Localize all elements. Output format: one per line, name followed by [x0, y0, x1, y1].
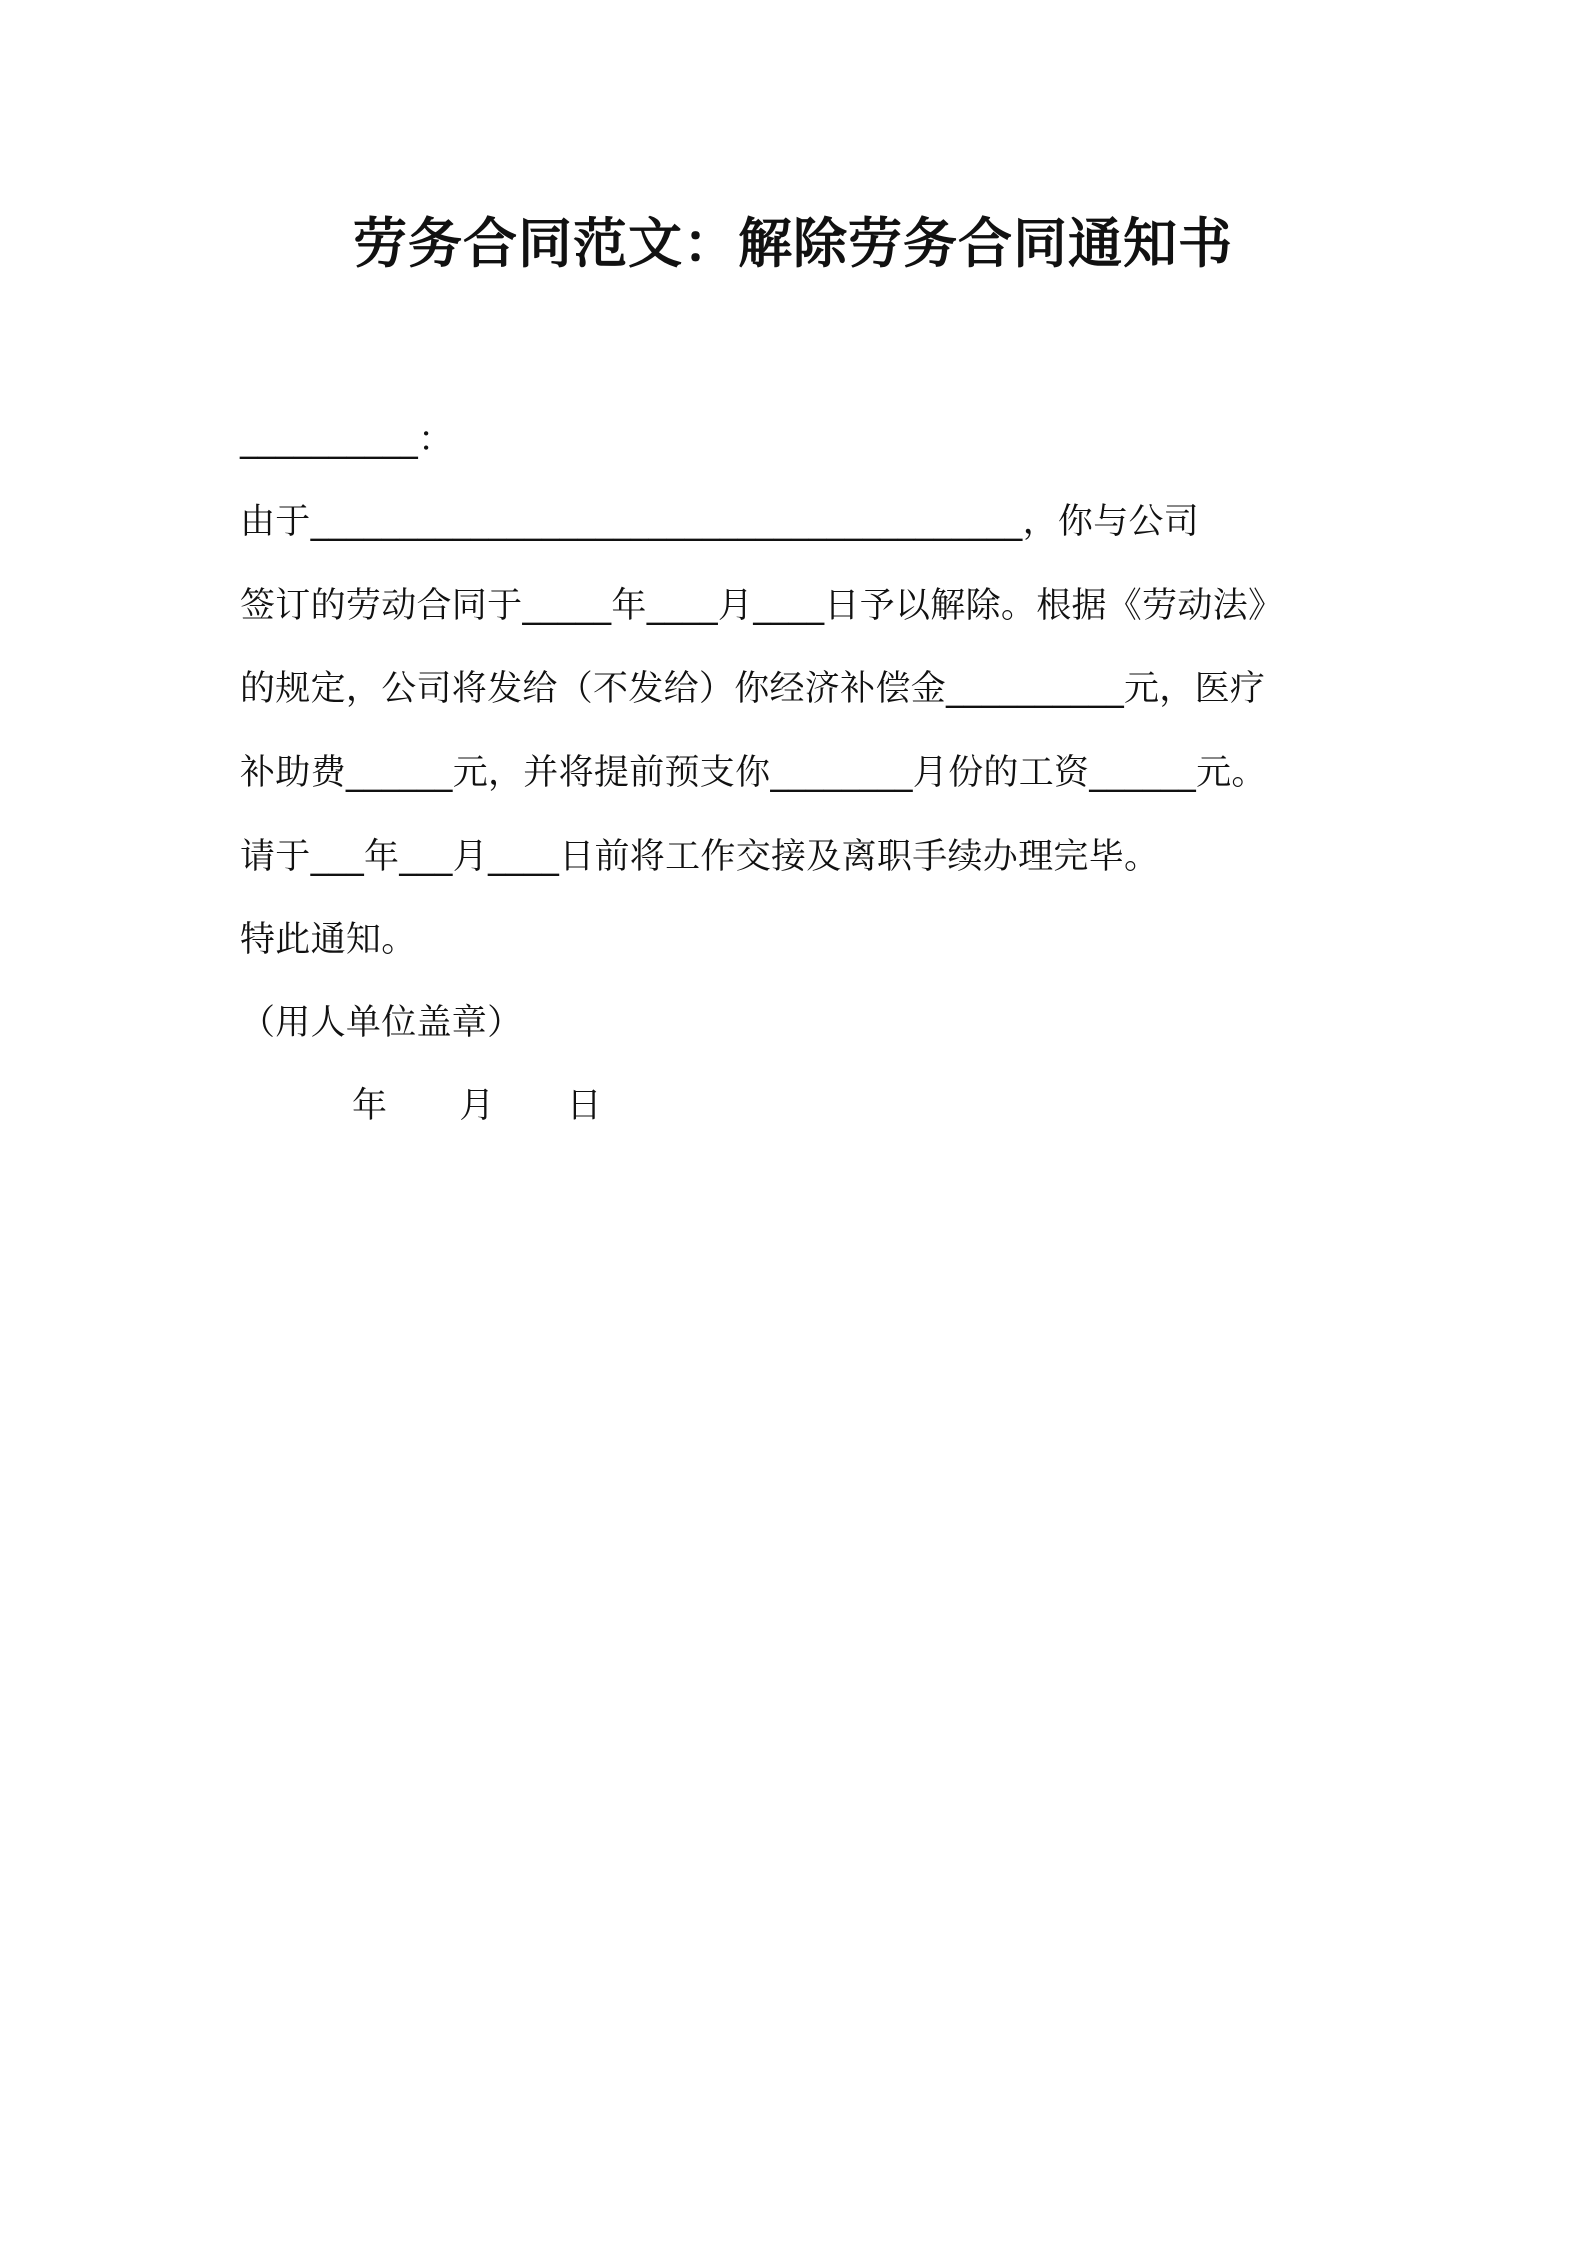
body-line-1: 由于________________________________________，你与公司 [240, 502, 1200, 542]
body-line-3: 的规定，公司将发给（不发给）你经济补偿金__________元，医疗 [240, 669, 1266, 709]
seal-note: （用人单位盖章） [240, 1003, 523, 1043]
salutation-line: __________： [240, 420, 454, 460]
body-line-2: 签订的劳动合同于_____年____月____日予以解除。根据《劳动法》 [240, 586, 1284, 626]
body-line-5: 请于___年___月____日前将工作交接及离职手续办理完毕。 [240, 837, 1160, 877]
document-title: 劳务合同范文：解除劳务合同通知书 [353, 212, 1233, 275]
date-year-label: 年 [352, 1086, 388, 1126]
closing-line: 特此通知。 [240, 920, 417, 960]
date-month-label: 月 [459, 1086, 495, 1126]
signature-date-line [352, 1082, 602, 1130]
body-line-4: 补助费______元，并将提前预支你________月份的工资______元。 [240, 753, 1267, 793]
date-day-label: 日 [566, 1086, 602, 1126]
